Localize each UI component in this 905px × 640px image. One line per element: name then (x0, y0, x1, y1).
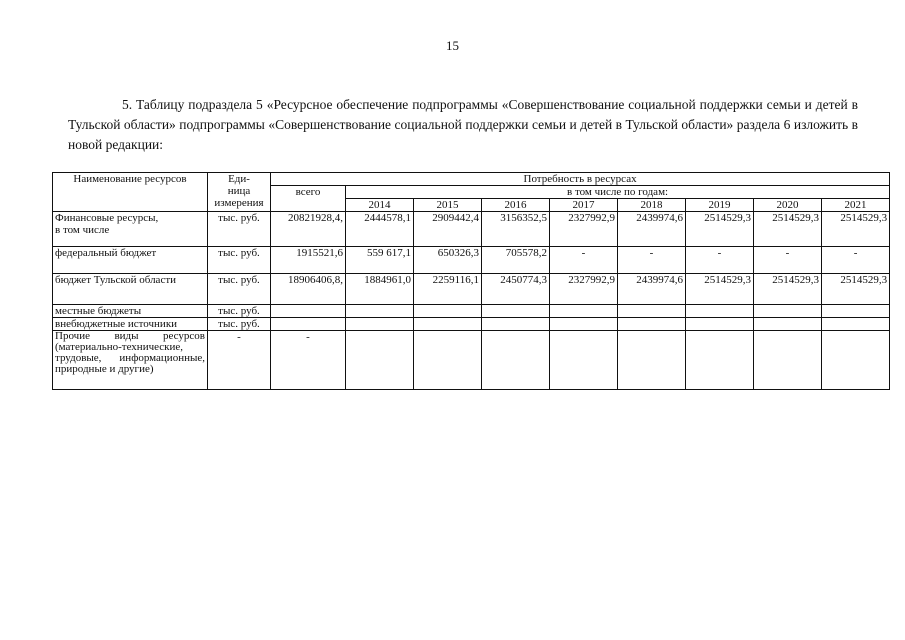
row-value-2020: 2514529,3 (754, 274, 822, 305)
header-year-2020: 2020 (754, 199, 822, 212)
row-value-2015 (414, 305, 482, 318)
row-value-2021 (822, 318, 890, 331)
row-value-2020: 2514529,3 (754, 212, 822, 247)
row-value-2017 (550, 331, 618, 390)
row-value-2014 (346, 305, 414, 318)
row-value-2020 (754, 305, 822, 318)
row-value-2016: 705578,2 (482, 247, 550, 274)
row-value-2020 (754, 331, 822, 390)
row-value-2015 (414, 331, 482, 390)
row-value-2021 (822, 331, 890, 390)
header-year-2016: 2016 (482, 199, 550, 212)
row-value-2019 (686, 305, 754, 318)
row-value-2017 (550, 305, 618, 318)
row-value-2015: 2259116,1 (414, 274, 482, 305)
table-row (53, 274, 890, 305)
row-total: 18906406,8, (271, 274, 346, 305)
row-unit: - (208, 331, 271, 390)
row-value-2021 (822, 305, 890, 318)
row-value-2021: 2514529,3 (822, 274, 890, 305)
header-year-2018: 2018 (618, 199, 686, 212)
table-header-row (53, 173, 890, 186)
header-total: всего (271, 186, 346, 212)
table-row (53, 331, 890, 390)
row-name: местные бюджеты (53, 305, 208, 318)
table-row (53, 305, 890, 318)
row-value-2018 (618, 331, 686, 390)
row-value-2021: 2514529,3 (822, 212, 890, 247)
row-unit: тыс. руб. (208, 305, 271, 318)
row-value-2014: 559 617,1 (346, 247, 414, 274)
row-total: 1915521,6 (271, 247, 346, 274)
row-total (271, 318, 346, 331)
row-name: Финансовые ресурсы, в том числе (53, 212, 208, 247)
row-name: внебюджетные источники (53, 318, 208, 331)
row-value-2016 (482, 331, 550, 390)
header-resource-need: Потребность в ресурсах (271, 173, 890, 186)
row-value-2018: 2439974,6 (618, 274, 686, 305)
row-value-2014: 1884961,0 (346, 274, 414, 305)
row-value-2016: 2450774,3 (482, 274, 550, 305)
header-by-years: в том числе по годам: (346, 186, 890, 199)
row-name: бюджет Тульской области (53, 274, 208, 305)
row-value-2017: - (550, 247, 618, 274)
table-row (53, 318, 890, 331)
header-year-2021: 2021 (822, 199, 890, 212)
row-value-2018: 2439974,6 (618, 212, 686, 247)
row-total (271, 305, 346, 318)
header-year-2015: 2015 (414, 199, 482, 212)
row-value-2019: 2514529,3 (686, 212, 754, 247)
row-value-2018 (618, 305, 686, 318)
row-value-2017: 2327992,9 (550, 274, 618, 305)
row-value-2020: - (754, 247, 822, 274)
row-total: - (271, 331, 346, 390)
header-year-2017: 2017 (550, 199, 618, 212)
row-unit: тыс. руб. (208, 247, 271, 274)
row-value-2016: 3156352,5 (482, 212, 550, 247)
row-unit: тыс. руб. (208, 274, 271, 305)
header-year-2019: 2019 (686, 199, 754, 212)
header-unit: Еди- ница измерения (208, 173, 271, 212)
row-name: федеральный бюджет (53, 247, 208, 274)
header-resource-name: Наименование ресурсов (53, 173, 208, 212)
row-value-2017 (550, 318, 618, 331)
row-value-2014 (346, 318, 414, 331)
table-row (53, 247, 890, 274)
table-row (53, 212, 890, 247)
intro-paragraph: 5. Таблицу подраздела 5 «Ресурсное обеспечение подпрограммы «Совершенствование социальной поддержки семьи и детей в Тульской области» подпрограммы «Совершенствование социальной поддержки семьи и детей в Тульской области» раздела 6 изложить в новой редакции: (68, 97, 858, 152)
row-value-2020 (754, 318, 822, 331)
row-value-2019: - (686, 247, 754, 274)
row-value-2019 (686, 318, 754, 331)
row-value-2015 (414, 318, 482, 331)
row-unit: тыс. руб. (208, 212, 271, 247)
row-value-2018: - (618, 247, 686, 274)
row-value-2016 (482, 318, 550, 331)
row-value-2021: - (822, 247, 890, 274)
row-value-2015: 650326,3 (414, 247, 482, 274)
row-value-2014 (346, 331, 414, 390)
row-total: 20821928,4, (271, 212, 346, 247)
page-number: 15 (446, 38, 459, 53)
row-value-2014: 2444578,1 (346, 212, 414, 247)
row-value-2018 (618, 318, 686, 331)
row-name: Прочие виды ресурсов (материально-технические, трудовые, информационные, природные и другие) (53, 331, 208, 390)
resources-table (52, 172, 890, 390)
row-value-2019 (686, 331, 754, 390)
row-value-2016 (482, 305, 550, 318)
header-year-2014: 2014 (346, 199, 414, 212)
row-unit: тыс. руб. (208, 318, 271, 331)
row-value-2019: 2514529,3 (686, 274, 754, 305)
row-value-2015: 2909442,4 (414, 212, 482, 247)
row-value-2017: 2327992,9 (550, 212, 618, 247)
